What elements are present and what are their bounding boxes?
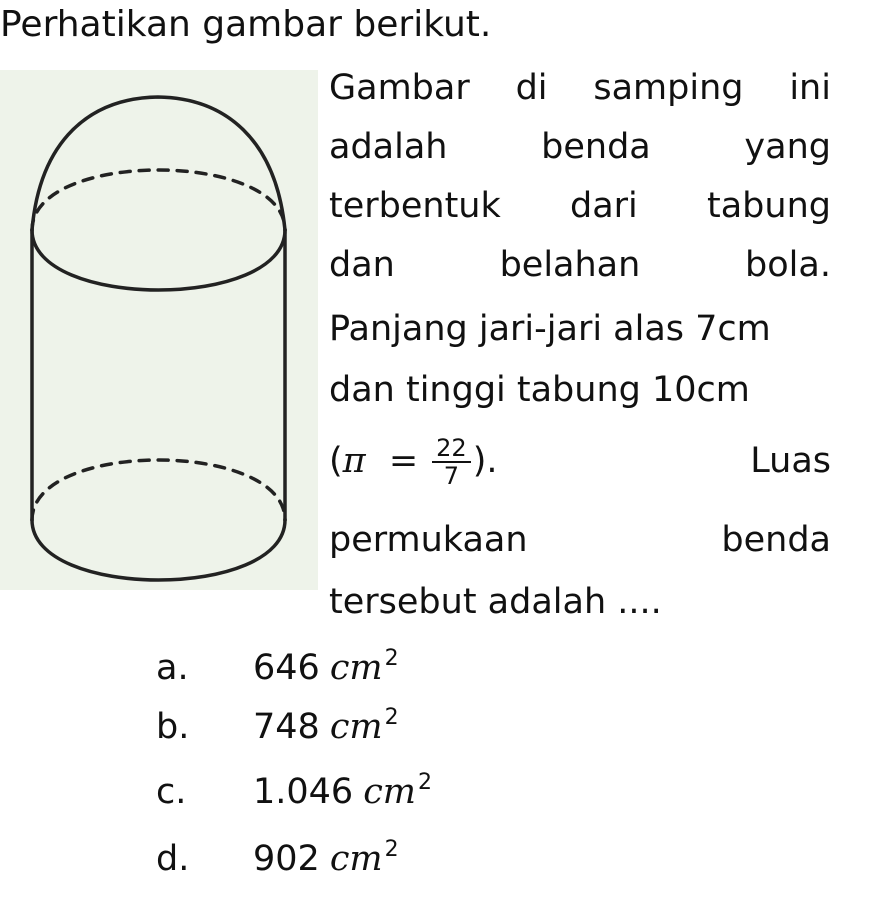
option-unit: cm [329, 707, 383, 747]
word: tabung [707, 186, 831, 226]
option-a [156, 634, 399, 693]
question-line [329, 122, 831, 172]
option-unit: cm [329, 839, 383, 879]
pi-expression [329, 431, 497, 491]
pi-symbol: π [342, 441, 366, 481]
option-value: 1.046 [253, 772, 354, 812]
word: dari [570, 186, 638, 226]
question-line [329, 63, 831, 113]
word: terbentuk [329, 186, 501, 226]
word: ini [789, 68, 831, 108]
paren-open: ( [329, 441, 343, 481]
fraction [432, 435, 471, 489]
word: Gambar [329, 68, 470, 108]
word: Luas [750, 441, 831, 481]
word: yang [744, 127, 831, 167]
word: permukaan [329, 520, 528, 560]
option-b [156, 693, 399, 752]
pi-line [329, 431, 831, 491]
figure-panel [0, 70, 318, 590]
question-line [329, 181, 831, 231]
word: dan tinggi tabung 10cm [329, 370, 750, 410]
equals-sign: = [388, 441, 419, 481]
option-c [156, 758, 432, 817]
option-letter: b. [156, 707, 190, 747]
question-line [329, 304, 831, 354]
question-line [329, 365, 831, 415]
word: tersebut adalah .... [329, 582, 662, 622]
option-exponent: 2 [384, 837, 399, 862]
option-letter: c. [156, 772, 187, 812]
option-value: 748 [253, 707, 320, 747]
option-exponent: 2 [418, 770, 432, 795]
word: di [515, 68, 548, 108]
word: Panjang jari-jari alas 7cm [329, 309, 771, 349]
option-exponent: 2 [384, 705, 399, 730]
fraction-denominator: 7 [443, 462, 460, 490]
word: samping [593, 68, 744, 108]
solid-figure [0, 70, 320, 590]
option-unit: cm [329, 648, 383, 688]
option-d [156, 825, 399, 884]
word: bola. [745, 245, 831, 285]
word: belahan [499, 245, 641, 285]
question-line [329, 240, 831, 290]
option-value: 902 [253, 839, 320, 879]
word: adalah [329, 127, 448, 167]
option-value: 646 [253, 648, 320, 688]
paren-close: ). [472, 441, 498, 481]
word: dan [329, 245, 395, 285]
option-unit: cm [363, 772, 416, 812]
word: benda [541, 127, 651, 167]
word: benda [721, 520, 831, 560]
intro-text: Perhatikan gambar berikut. [0, 4, 492, 45]
option-letter: a. [156, 648, 189, 688]
question-line [329, 577, 831, 627]
fraction-numerator: 22 [432, 435, 471, 463]
option-exponent: 2 [384, 646, 399, 671]
question-line [329, 515, 831, 565]
option-letter: d. [156, 839, 190, 879]
